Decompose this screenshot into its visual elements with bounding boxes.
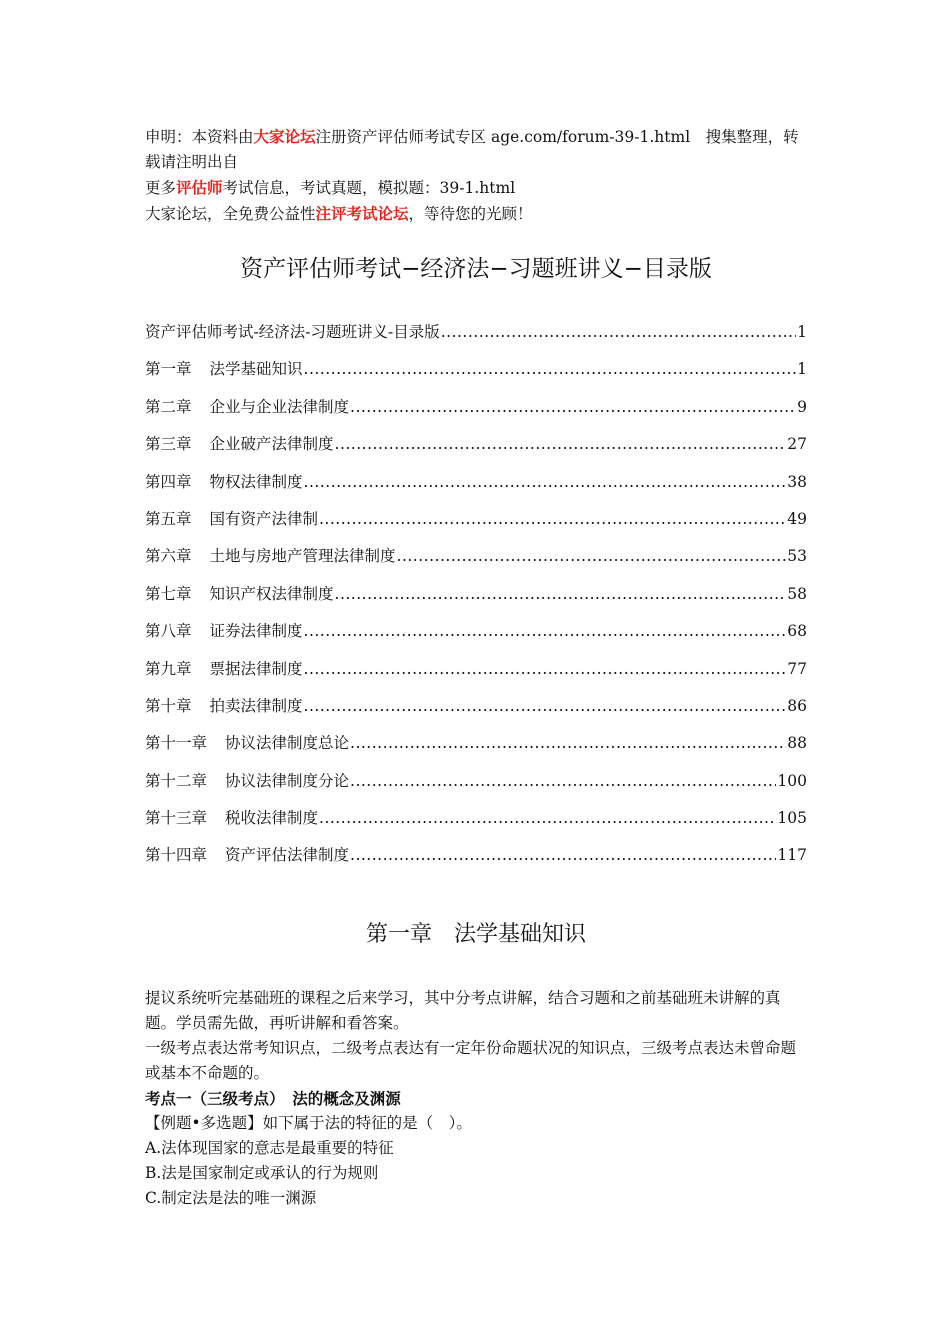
toc-title: 国有资产法律制 (209, 509, 319, 528)
toc-leader-dots (304, 471, 787, 493)
toc-page-number: 68 (787, 622, 807, 641)
toc-page-number: 77 (787, 659, 807, 678)
toc-chapter-number: 第四章 (145, 472, 192, 491)
toc-page-number: 1 (797, 323, 807, 341)
toc-leader-dots (304, 620, 787, 642)
option-c: C.制定法是法的唯一渊源 (145, 1188, 317, 1207)
toc-entry[interactable] (145, 770, 807, 807)
chapter-title: 第一章 法学基础知识 (365, 921, 586, 947)
toc-title: 票据法律制度 (209, 659, 303, 678)
toc-title: 知识产权法律制度 (209, 584, 334, 603)
toc-entry[interactable] (145, 583, 807, 620)
toc-chapter-number: 第三章 (145, 435, 192, 454)
toc-title: 拍卖法律制度 (209, 696, 303, 715)
intro-paragraph-2: 一级考点表达常考知识点，二级考点表达有一定年份命题状况的知识点，三级考点表达未曾命题或基本不命题的。 (145, 1038, 797, 1082)
toc-entry[interactable] (145, 358, 807, 395)
toc-page-number: 58 (787, 584, 807, 603)
notice-line-1 (145, 124, 807, 175)
toc-entry[interactable] (145, 658, 807, 695)
toc-chapter-number: 第八章 (145, 622, 192, 641)
toc-page-number: 1 (797, 360, 807, 379)
toc-title: 协议法律制度总论 (225, 734, 350, 753)
toc-leader-dots (304, 358, 797, 380)
toc-page-number: 105 (777, 809, 807, 828)
notice-line-3 (145, 201, 807, 227)
toc-page-number: 117 (777, 846, 807, 865)
toc-entry[interactable] (145, 844, 807, 881)
document-title: 资产评估师考试−经济法−习题班讲义−目录版 (240, 256, 712, 282)
forum-link-highlight[interactable]: 大家论坛 (253, 127, 316, 146)
toc-entry[interactable] (145, 545, 807, 582)
toc-leader-dots (335, 433, 787, 455)
toc-leader-dots (441, 321, 796, 343)
toc-chapter-number: 第十一章 (145, 734, 208, 753)
table-of-contents (145, 321, 807, 882)
question-text: 【例题•多选题】如下属于法的特征的是（ ）。 (145, 1113, 472, 1132)
toc-title: 土地与房地产管理法律制度 (209, 547, 396, 566)
toc-chapter-number: 第一章 (145, 360, 192, 379)
toc-title: 协议法律制度分论 (225, 771, 350, 790)
notice-line-2 (145, 175, 807, 201)
toc-chapter-number: 第七章 (145, 584, 192, 603)
toc-leader-dots (319, 807, 776, 829)
toc-page-number: 100 (777, 771, 807, 790)
appraiser-highlight[interactable]: 评估师 (176, 178, 223, 197)
toc-page-number: 86 (787, 696, 807, 715)
toc-title: 企业与企业法律制度 (209, 397, 350, 416)
toc-entry[interactable] (145, 321, 807, 358)
toc-page-number: 49 (787, 509, 807, 528)
exam-forum-highlight[interactable]: 注评考试论坛 (315, 204, 409, 223)
toc-chapter-number: 第十章 (145, 696, 192, 715)
notice-text: ，等待您的光顾！ (408, 205, 533, 223)
toc-leader-dots (304, 658, 787, 680)
toc-chapter-number: 第二章 (145, 397, 192, 416)
toc-chapter-number: 第十三章 (145, 809, 208, 828)
toc-title: 税收法律制度 (225, 809, 319, 828)
toc-entry[interactable] (145, 807, 807, 844)
point-heading: 考点一（三级考点） 法的概念及渊源 (145, 1088, 401, 1108)
toc-chapter-number: 第十四章 (145, 846, 208, 865)
toc-entry[interactable] (145, 396, 807, 433)
toc-chapter-number: 第六章 (145, 547, 192, 566)
toc-leader-dots (319, 508, 786, 530)
toc-chapter-number: 第五章 (145, 509, 192, 528)
notice-text: 大家论坛，全免费公益性 (145, 205, 316, 223)
toc-leader-dots (350, 770, 776, 792)
toc-entry[interactable] (145, 620, 807, 657)
toc-leader-dots (335, 583, 787, 605)
toc-page-number: 53 (787, 547, 807, 566)
toc-leader-dots (350, 844, 776, 866)
toc-page-number: 27 (787, 435, 807, 454)
toc-title: 资产评估师考试-经济法-习题班讲义-目录版 (145, 323, 440, 341)
toc-title: 证券法律制度 (209, 622, 303, 641)
toc-chapter-number: 第九章 (145, 659, 192, 678)
notice-text: 更多 (145, 179, 177, 197)
toc-page-number: 88 (787, 734, 807, 753)
notice-text: 申明：本资料由 (145, 128, 254, 146)
toc-leader-dots (397, 545, 787, 567)
notice-text: 注册资产评估师考试专区 age.com/forum-39-1.html 搜集整理，转载请注明出自 (145, 128, 799, 171)
toc-entry[interactable] (145, 433, 807, 470)
intro-paragraph-1: 提议系统听完基础班的课程之后来学习，其中分考点讲解，结合习题和之前基础班未讲解的真题。学员需先做，再听讲解和看答案。 (145, 988, 781, 1032)
toc-entry[interactable] (145, 471, 807, 508)
page-content (145, 124, 807, 1211)
toc-leader-dots (350, 396, 796, 418)
toc-title: 企业破产法律制度 (209, 435, 334, 454)
option-b: B.法是国家制定或承认的行为规则 (145, 1163, 379, 1182)
toc-entry[interactable] (145, 732, 807, 769)
toc-leader-dots (304, 695, 787, 717)
toc-entry[interactable] (145, 695, 807, 732)
toc-page-number: 38 (787, 472, 807, 491)
toc-page-number: 9 (797, 397, 807, 416)
toc-leader-dots (350, 732, 786, 754)
toc-entry[interactable] (145, 508, 807, 545)
toc-chapter-number: 第十二章 (145, 771, 208, 790)
notice-text: 考试信息，考试真题，模拟题：39-1.html (222, 179, 516, 197)
toc-title: 物权法律制度 (209, 472, 303, 491)
toc-title: 资产评估法律制度 (225, 846, 350, 865)
toc-title: 法学基础知识 (209, 360, 303, 379)
option-a: A.法体现国家的意志是最重要的特征 (145, 1138, 394, 1157)
